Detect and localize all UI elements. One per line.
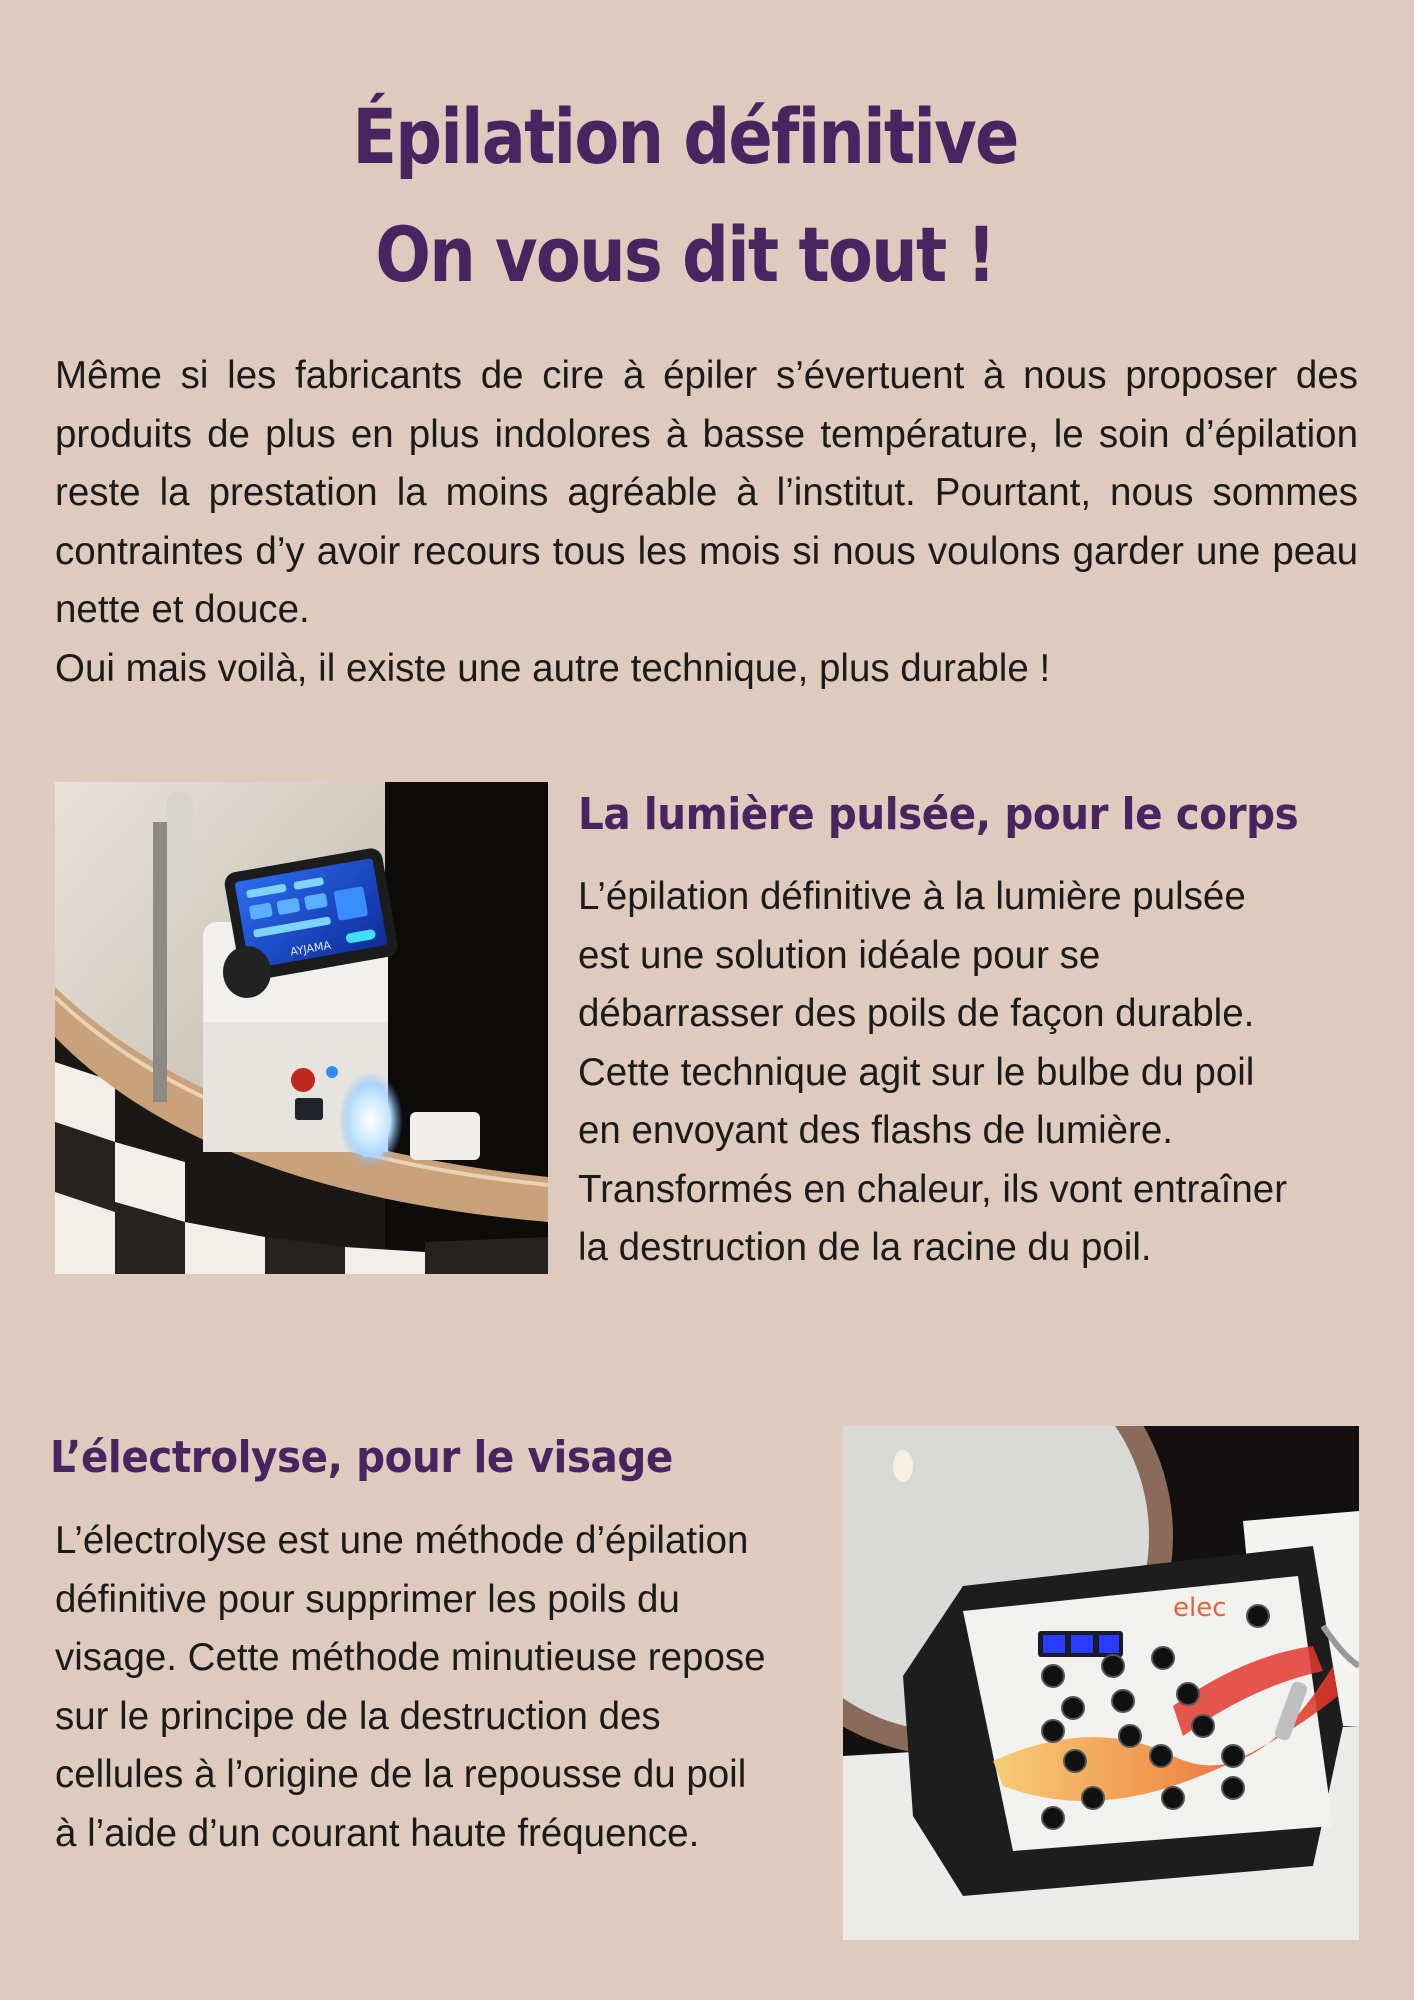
title-line-2: On vous dit tout ! (375, 210, 995, 299)
electrolysis-line: visage. Cette méthode minutieuse repose (55, 1636, 766, 1679)
ipl-line: la destruction de la racine du poil. (578, 1226, 1152, 1269)
ipl-line: débarrasser des poils de façon durable. (578, 992, 1255, 1035)
ipl-description (578, 868, 1368, 1278)
electrolysis-description (55, 1512, 845, 1863)
ipl-device-photo (55, 782, 548, 1274)
ipl-line: Transformés en chaleur, ils vont entraîner (578, 1167, 1288, 1211)
intro-paragraph: Même si les fabricants de cire à épiler s’évertuent à nous proposer des produits de plus en plus indolores à basse température, le soin d’épilation reste la prestation la moins agréable à l’institut. Pourtant, nous sommes contraintes d’y avoir recours tous les mois si nous voulons garder une peau nette et douce. (55, 354, 1358, 631)
page-title (96, 78, 1274, 314)
ipl-line: en envoyant des flashs de lumière. (578, 1109, 1173, 1152)
electrolysis-line: définitive pour supprimer les poils du (55, 1577, 680, 1621)
electrolysis-line: L’électrolyse est une méthode d’épilation (55, 1519, 749, 1562)
intro-text (55, 347, 1358, 698)
electrolysis-line: sur le principe de la destruction des (55, 1694, 661, 1738)
electrolysis-heading: L’électrolyse, pour le visage (50, 1432, 673, 1483)
title-line-1: Épilation définitive (352, 92, 1018, 181)
intro-closing: Oui mais voilà, il existe une autre technique, plus durable ! (55, 646, 1051, 690)
device-label: AYJAMA (289, 938, 332, 959)
ipl-line: Cette technique agit sur le bulbe du poil (578, 1050, 1255, 1094)
ipl-line: L’épilation définitive à la lumière pulsée (578, 875, 1246, 918)
ipl-line: est une solution idéale pour se (578, 933, 1101, 977)
electrolysis-line: à l’aide d’un courant haute fréquence. (55, 1811, 700, 1855)
electrolysis-line: cellules à l’origine de la repousse du poil (55, 1753, 747, 1796)
electrolysis-device-photo (843, 1426, 1359, 1940)
ipl-heading: La lumière pulsée, pour le corps (578, 789, 1299, 840)
device-brand: elec (1173, 1593, 1227, 1623)
